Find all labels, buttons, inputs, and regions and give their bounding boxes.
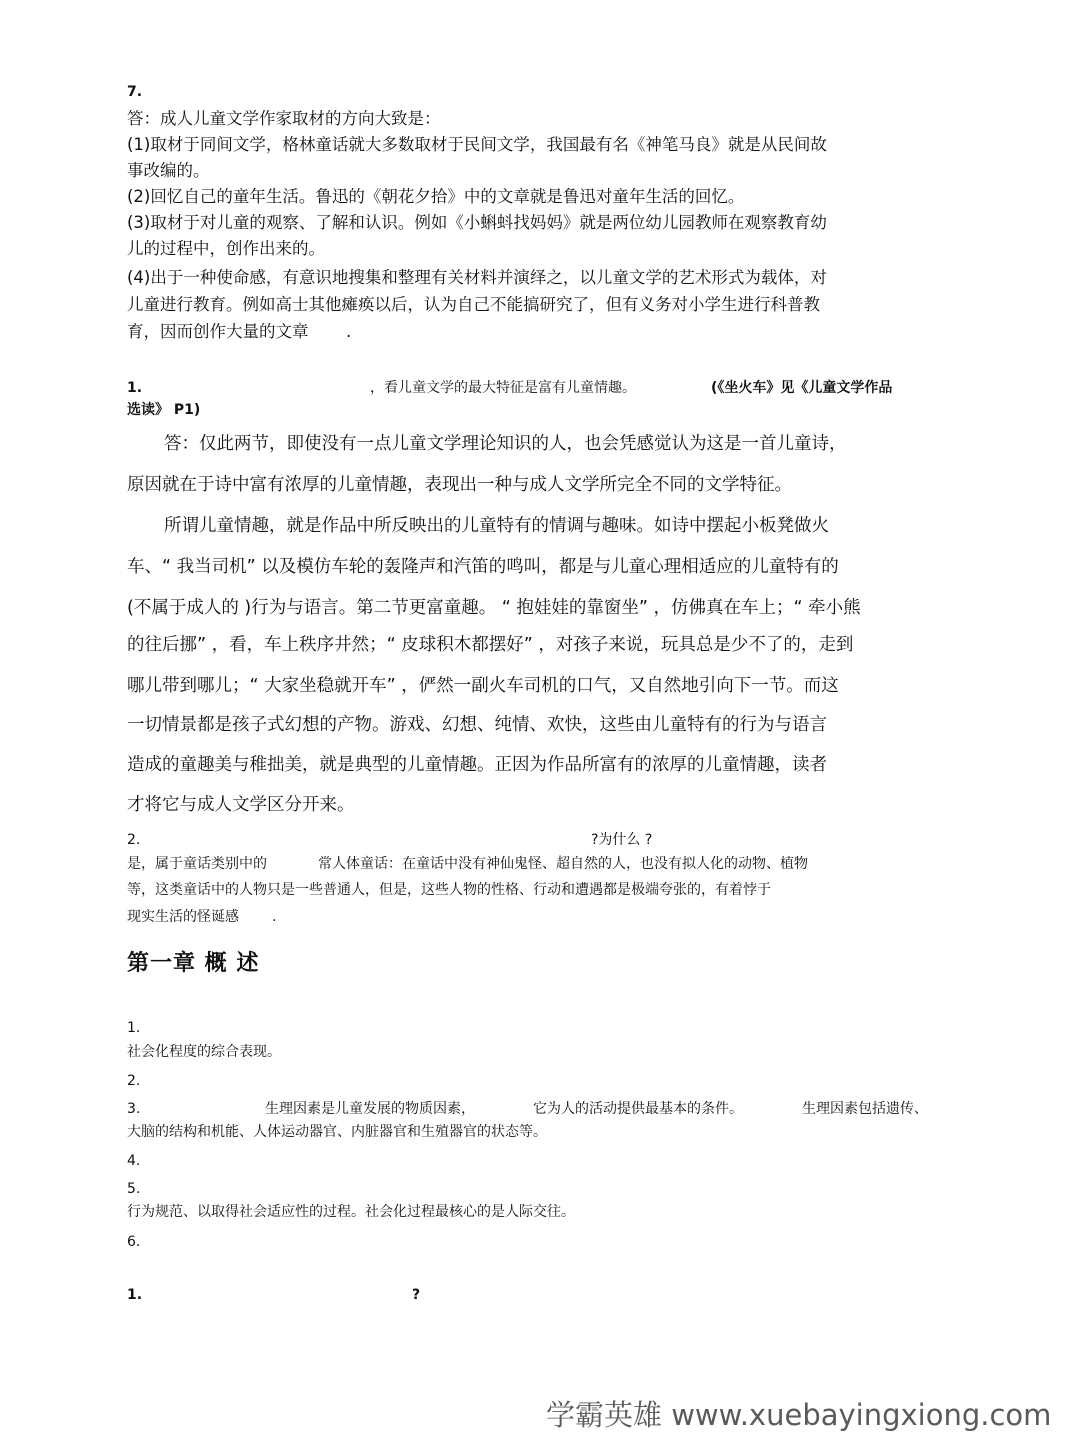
q7-number: 7.	[127, 84, 143, 100]
q7-line-3: 事改编的。	[127, 161, 210, 180]
q1-source-cont: 选读》 P1)	[127, 402, 201, 418]
q1-answer-line-7: 哪儿带到哪儿；“ 大家坐稳就开车” ，俨然一副火车司机的口气，又自然地引向下一节。而这	[127, 676, 839, 696]
last-question-mark: ?	[412, 1287, 421, 1303]
q1-answer-line-5: (不属于成人的 )行为与语言。第二节更富童趣。 “ 抱娃娃的靠窗坐” ，仿佛真在车上；“ 牵小熊	[127, 598, 861, 618]
q1-question: ，看儿童文学的最大特征是富有儿童情趣。	[370, 380, 636, 396]
chapter-title: 第一章 概 述	[127, 951, 260, 976]
item-3-text-c: 生理因素包括遗传、	[802, 1101, 928, 1117]
q7-line-2: (1)取材于同间文学，格林童话就大多数取材于民间文学，我国最有名《神笔马良》就是从民间故	[127, 135, 827, 154]
q7-period: .	[346, 322, 352, 341]
q1-source: (《坐火车》见《儿童文学作品	[711, 380, 893, 396]
q7-line-6: 儿的过程中，创作出来的。	[127, 239, 325, 258]
q1-answer-line-6: 的往后挪” ，看，车上秩序井然；“ 皮球积木都摆好” ，对孩子来说，玩具总是少不了的，走到	[127, 635, 854, 655]
q2-answer-line-1: 常人体童话：在童话中没有神仙鬼怪、超自然的人，也没有拟人化的动物、植物	[318, 856, 808, 872]
q2-number: 2.	[127, 832, 141, 848]
q2-question: ?为什么 ?	[591, 832, 653, 848]
q1-answer-line-2: 原因就在于诗中富有浓厚的儿童情趣，表现出一种与成人文学所完全不同的文学特征。	[127, 475, 792, 495]
q1-number: 1.	[127, 380, 143, 396]
last-question-number: 1.	[127, 1287, 143, 1303]
q1-answer-line-4: 车、“ 我当司机” 以及模仿车轮的轰隆声和汽笛的鸣叫，都是与儿童心理相适应的儿童特有的	[127, 557, 839, 577]
item-3-text-a: 生理因素是儿童发展的物质因素，	[265, 1101, 475, 1117]
q2-period: .	[272, 909, 277, 925]
q2-answer-line-3: 现实生活的怪诞感	[127, 909, 239, 925]
item-3-number: 3.	[127, 1101, 141, 1117]
q2-answer-start: 是，属于童话类别中的	[127, 856, 267, 872]
q1-answer-line-10: 才将它与成人文学区分开来。	[127, 795, 355, 815]
item-2-number: 2.	[127, 1073, 141, 1089]
q1-answer-line-3: 所谓儿童情趣，就是作品中所反映出的儿童特有的情调与趣味。如诗中摆起小板凳做火	[164, 516, 829, 536]
item-6-number: 6.	[127, 1234, 141, 1250]
item-1-number: 1.	[127, 1020, 141, 1036]
item-5-number: 5.	[127, 1181, 141, 1197]
q1-answer-line-9: 造成的童趣美与稚拙美，就是典型的儿童情趣。正因为作品所富有的浓厚的儿童情趣，读者	[127, 755, 827, 775]
item-1-text: 社会化程度的综合表现。	[127, 1044, 281, 1060]
q1-answer-line-1: 答：仅此两节，即使没有一点儿童文学理论知识的人，也会凭感觉认为这是一首儿童诗，	[164, 434, 847, 454]
q1-answer-line-8: 一切情景都是孩子式幻想的产物。游戏、幻想、纯情、欢快，这些由儿童特有的行为与语言	[127, 715, 827, 735]
q7-line-7: (4)出于一种使命感，有意识地搜集和整理有关材料并演绎之，以儿童文学的艺术形式为载体，对	[127, 268, 827, 287]
q7-line-4: (2)回忆自己的童年生活。鲁迅的《朝花夕拾》中的文章就是鲁迅对童年生活的回忆。	[127, 187, 745, 206]
item-3-text-d: 大脑的结构和机能、人体运动器官、内脏器官和生殖器官的状态等。	[127, 1124, 547, 1140]
q2-answer-line-2: 等，这类童话中的人物只是一些普通人，但是，这些人物的性格、行动和遭遇都是极端夸张的，有着悖于	[127, 882, 771, 898]
item-5-text: 行为规范、以取得社会适应性的过程。社会化过程最核心的是人际交往。	[127, 1204, 575, 1220]
site-watermark: 学霸英雄 www.xuebayingxiong.com	[546, 1398, 1052, 1432]
q7-line-9: 育，因而创作大量的文章	[127, 322, 309, 341]
item-3-text-b: 它为人的活动提供最基本的条件。	[533, 1101, 743, 1117]
q7-line-1: 答：成人儿童文学作家取材的方向大致是：	[127, 109, 441, 128]
q7-line-5: (3)取材于对儿童的观察、了解和认识。例如《小蝌蚪找妈妈》就是两位幼儿园教师在观察教育幼	[127, 213, 827, 232]
item-4-number: 4.	[127, 1153, 141, 1169]
q7-line-8: 儿童进行教育。例如高士其他瘫痪以后，认为自己不能搞研究了，但有义务对小学生进行科普教	[127, 295, 820, 314]
